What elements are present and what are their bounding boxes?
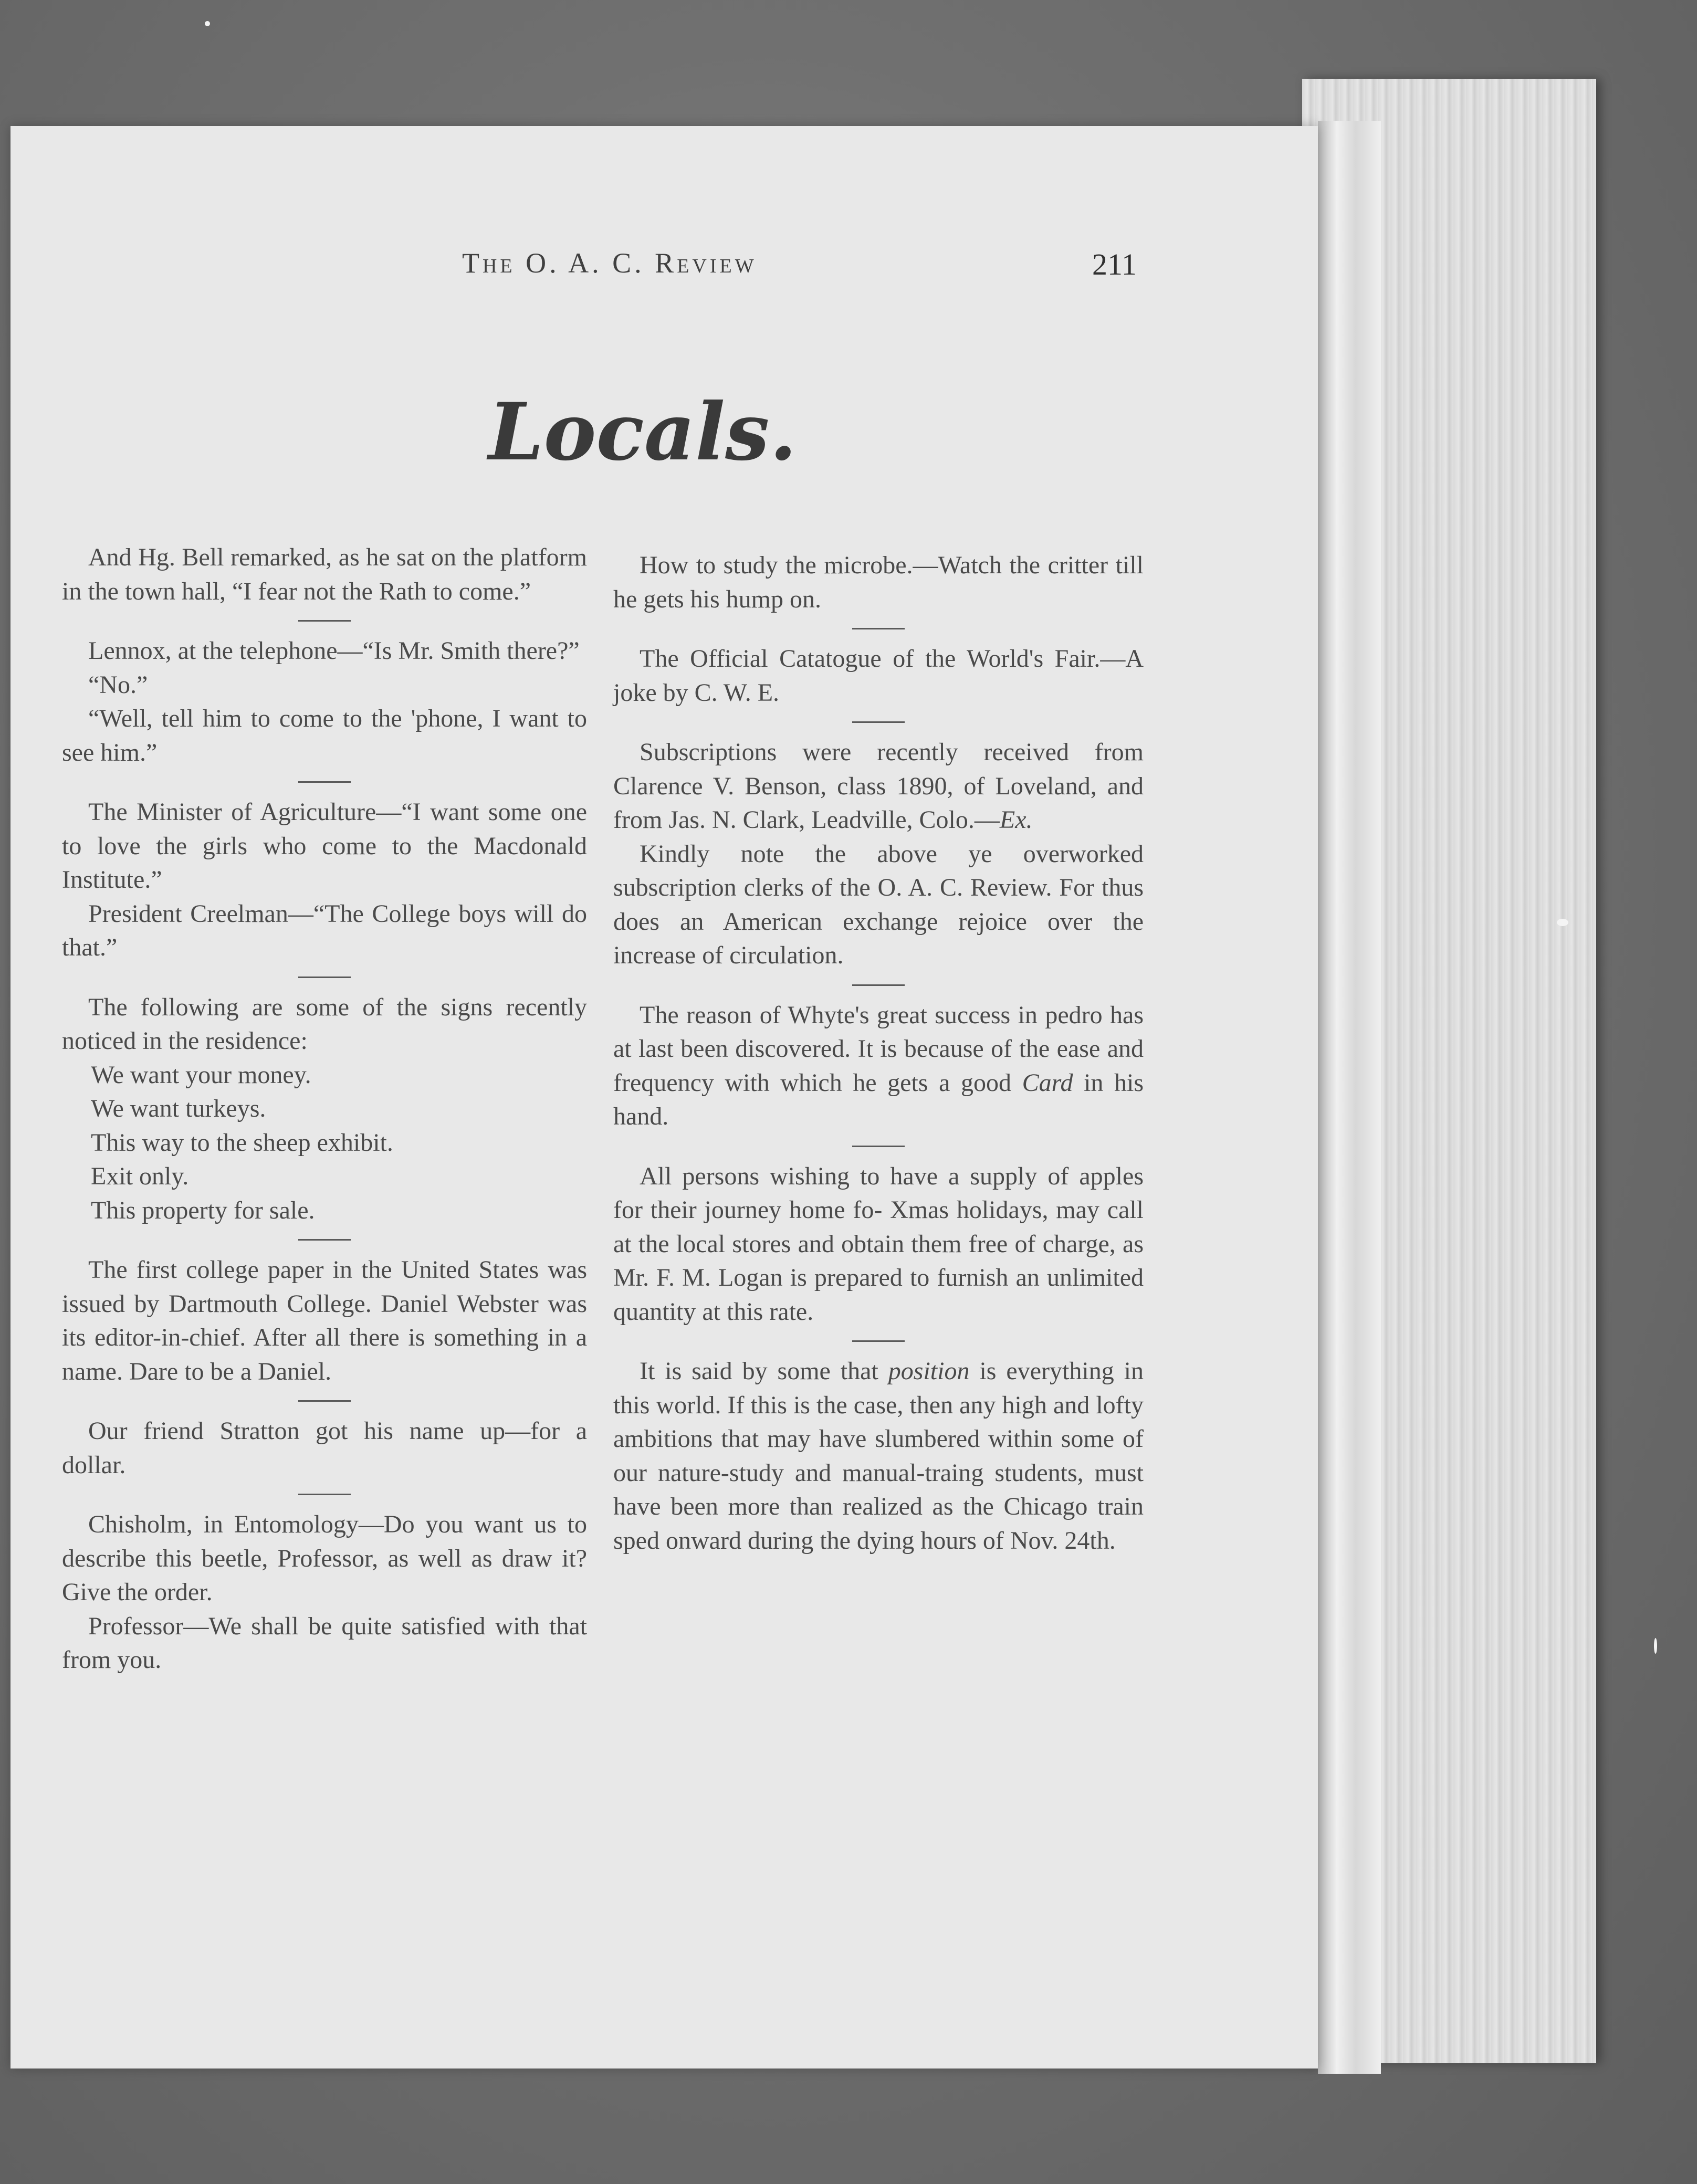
local-item <box>613 549 1144 616</box>
paragraph: All persons wishing to have a supply of apples for their journey home fo- Xmas holidays, may call at the local stores and obtain them free of charge, as Mr. F. M. Logan is prepared to furnish an unlimited quantity at this rate. <box>613 1162 1144 1326</box>
italic-text: position <box>888 1357 970 1385</box>
paragraph: Chisholm, in Entomology—Do you want us to describe this beetle, Professor, as well as draw it? Give the order. <box>62 1510 587 1606</box>
local-item <box>62 991 587 1228</box>
local-item <box>613 1354 1144 1558</box>
paragraph: The following are some of the signs recently noticed in the residence: <box>62 993 587 1055</box>
divider-rule <box>298 1400 351 1402</box>
italic-text: Card <box>1022 1068 1073 1097</box>
paragraph-text: The reason of Whyte's great success in pedro has at last been discovered. It is because of the ease and frequency with which he gets a good <box>613 1001 1144 1097</box>
sign-line: Exit only. <box>91 1162 189 1190</box>
divider-rule <box>298 976 351 978</box>
divider-rule <box>298 1494 351 1495</box>
sign-line: We want your money. <box>91 1060 311 1089</box>
local-item <box>62 541 587 608</box>
paragraph: How to study the microbe.—Watch the critter till he gets his hump on. <box>613 551 1144 613</box>
divider-rule <box>852 1340 905 1342</box>
left-column <box>62 541 587 1677</box>
paragraph-text: in his hand. <box>613 1068 1144 1130</box>
divider-rule <box>852 721 905 723</box>
paragraph: Our friend Stratton got his name up—for a dollar. <box>62 1417 587 1479</box>
page-number: 211 <box>1092 247 1137 281</box>
local-item <box>62 634 587 770</box>
paragraph: Lennox, at the telephone—“Is Mr. Smith there?” <box>88 637 580 665</box>
paragraph: Kindly note the above ye overworked subscription clerks of the O. A. C. Review. For thus does an American exchange rejoice over the increase of circulation. <box>613 839 1144 969</box>
local-item <box>613 736 1144 973</box>
paragraph: And Hg. Bell remarked, as he sat on the platform in the town hall, “I fear not the Rath to come.” <box>62 543 587 605</box>
paragraph: The Official Catatogue of the World's Fair.—A joke by C. W. E. <box>613 645 1144 707</box>
dust-speck <box>1654 1638 1657 1654</box>
local-item <box>62 1508 587 1677</box>
paragraph <box>613 1354 1144 1558</box>
local-item <box>62 795 587 965</box>
paragraph: Professor—We shall be quite satisfied with that from you. <box>62 1612 587 1674</box>
divider-rule <box>298 781 351 783</box>
paragraph <box>613 999 1144 1134</box>
section-title: Locals. <box>488 386 797 478</box>
right-column <box>613 549 1144 1558</box>
paragraph-text: It is said by some that <box>640 1357 888 1385</box>
paragraph: “Well, tell him to come to the 'phone, I want to see him.” <box>62 705 587 766</box>
italic-text: Ex. <box>999 806 1033 834</box>
paragraph: President Creelman—“The College boys will do that.” <box>62 899 587 961</box>
paragraph-text: Subscriptions were recently received from Clarence V. Benson, class 1890, of Loveland, and from Jas. N. Clark, Leadville, Colo.— <box>613 738 1144 834</box>
local-item <box>613 1160 1144 1329</box>
local-item <box>613 999 1144 1134</box>
paragraph: The Minister of Agriculture—“I want some one to love the girls who come to the Macdonald Institute.” <box>62 798 587 894</box>
paragraph: “No.” <box>88 670 148 699</box>
local-item <box>613 642 1144 710</box>
divider-rule <box>298 1239 351 1241</box>
sign-line: This property for sale. <box>91 1196 315 1224</box>
divider-rule <box>852 984 905 986</box>
local-item <box>62 1253 587 1389</box>
divider-rule <box>852 628 905 629</box>
book-page-edge-shading <box>1318 121 1381 2074</box>
divider-rule <box>852 1146 905 1147</box>
paragraph-text: is everything in this world. If this is the case, then any high and lofty ambitions that may have slumbered within some of our nature-study and manual-traing students, must have been more than realized as the Chicago train sped onward during the dying hours of Nov. 24th. <box>613 1357 1144 1555</box>
sign-line: This way to the sheep exhibit. <box>91 1128 393 1157</box>
running-head: The O. A. C. Review <box>462 247 757 279</box>
dust-speck <box>205 21 210 26</box>
paragraph: The first college paper in the United States was issued by Dartmouth College. Daniel Webster was its editor-in-chief. After all there is something in a name. Dare to be a Daniel. <box>62 1256 587 1385</box>
divider-rule <box>298 620 351 622</box>
dust-speck <box>1557 919 1568 926</box>
sign-line: We want turkeys. <box>91 1095 266 1122</box>
local-item <box>62 1414 587 1482</box>
paragraph <box>613 736 1144 837</box>
